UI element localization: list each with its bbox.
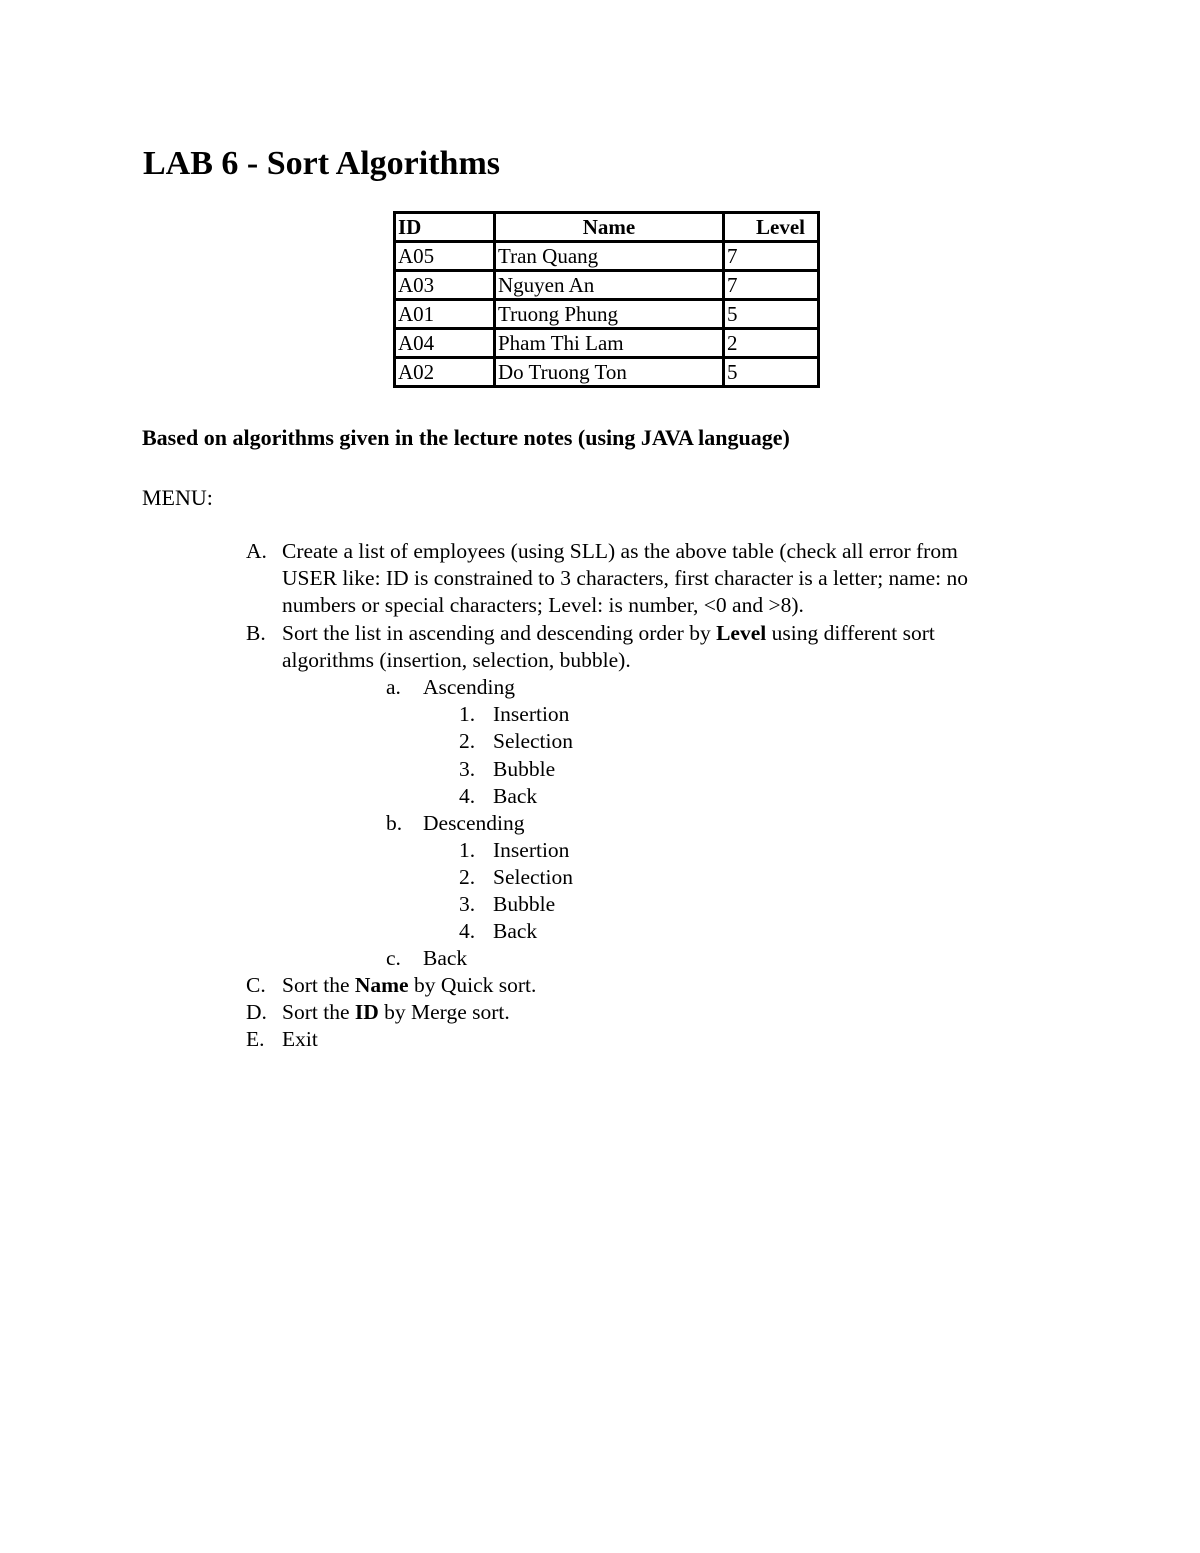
list-marker: 3. <box>459 757 476 781</box>
cell-id: A05 <box>395 242 495 271</box>
menu-item-d <box>282 999 510 1026</box>
list-marker: 3. <box>459 892 476 916</box>
cell-level: 5 <box>724 358 819 387</box>
menu-marker-b: B. <box>246 621 266 645</box>
employee-table <box>393 211 820 388</box>
table-row <box>395 358 819 387</box>
cell-level: 7 <box>724 242 819 271</box>
list-marker: 1. <box>459 702 476 726</box>
cell-level: 7 <box>724 271 819 300</box>
list-item-selection: Selection <box>493 865 574 889</box>
cell-name: Pham Thi Lam <box>495 329 724 358</box>
list-item-back: Back <box>493 784 538 808</box>
table-header-row <box>395 213 819 242</box>
list-item-bubble: Bubble <box>493 757 556 781</box>
menu-item-a-line2: USER like: ID is constrained to 3 characters, first character is a letter; name: no <box>282 566 968 590</box>
menu-item-d-text-post: by Merge sort. <box>378 1000 510 1024</box>
column-header-id: ID <box>395 213 495 242</box>
list-marker: 2. <box>459 729 476 753</box>
menu-item-b-text-post: using different sort <box>766 621 935 645</box>
intro-text: Based on algorithms given in the lecture notes (using JAVA language) <box>142 425 790 450</box>
menu-item-c-text-post: by Quick sort. <box>408 973 537 997</box>
cell-name: Truong Phung <box>495 300 724 329</box>
cell-id: A02 <box>395 358 495 387</box>
menu-item-a-line1: Create a list of employees (using SLL) as the above table (check all error from <box>282 539 958 563</box>
page-title: LAB 6 - Sort Algorithms <box>143 145 500 182</box>
submenu-marker-back: c. <box>386 946 401 970</box>
menu-item-c-text: Sort the <box>282 973 355 997</box>
list-item-bubble: Bubble <box>493 892 556 916</box>
table-row <box>395 329 819 358</box>
menu-marker-d: D. <box>246 1000 267 1024</box>
list-marker: 4. <box>459 784 476 808</box>
cell-name: Nguyen An <box>495 271 724 300</box>
menu-item-b-text: Sort the list in ascending and descending order by <box>282 621 717 645</box>
menu-item-a-line3: numbers or special characters; Level: is number, <0 and >8). <box>282 593 804 617</box>
menu-item-c <box>282 972 536 999</box>
cell-name: Tran Quang <box>495 242 724 271</box>
cell-id: A01 <box>395 300 495 329</box>
column-header-level: Level <box>724 213 819 242</box>
cell-id: A04 <box>395 329 495 358</box>
column-header-name: Name <box>495 213 724 242</box>
cell-name: Do Truong Ton <box>495 358 724 387</box>
menu-heading: MENU: <box>142 485 213 510</box>
cell-id: A03 <box>395 271 495 300</box>
list-marker: 4. <box>459 919 476 943</box>
menu-marker-a: A. <box>246 539 267 563</box>
submenu-back: Back <box>423 946 468 970</box>
menu-marker-c: C. <box>246 973 266 997</box>
menu-marker-e: E. <box>246 1027 265 1051</box>
menu-item-b-bold: Level <box>716 621 767 645</box>
menu-item-e: Exit <box>282 1027 318 1051</box>
cell-level: 5 <box>724 300 819 329</box>
menu-item-d-bold: ID <box>354 1000 379 1024</box>
table-row <box>395 300 819 329</box>
menu-item-c-bold: Name <box>354 973 409 997</box>
menu-item-b-line2: algorithms (insertion, selection, bubble). <box>282 648 631 672</box>
list-item-insertion: Insertion <box>493 838 570 862</box>
menu-item-d-text: Sort the <box>282 1000 355 1024</box>
list-marker: 1. <box>459 838 476 862</box>
table-row <box>395 271 819 300</box>
list-item-insertion: Insertion <box>493 702 570 726</box>
submenu-marker-ascending: a. <box>386 675 401 699</box>
cell-level: 2 <box>724 329 819 358</box>
submenu-ascending: Ascending <box>423 675 515 699</box>
list-marker: 2. <box>459 865 476 889</box>
list-item-selection: Selection <box>493 729 574 753</box>
submenu-marker-descending: b. <box>386 811 403 835</box>
menu-item-b-line1 <box>282 620 935 647</box>
table-row <box>395 242 819 271</box>
submenu-descending: Descending <box>423 811 525 835</box>
list-item-back: Back <box>493 919 538 943</box>
